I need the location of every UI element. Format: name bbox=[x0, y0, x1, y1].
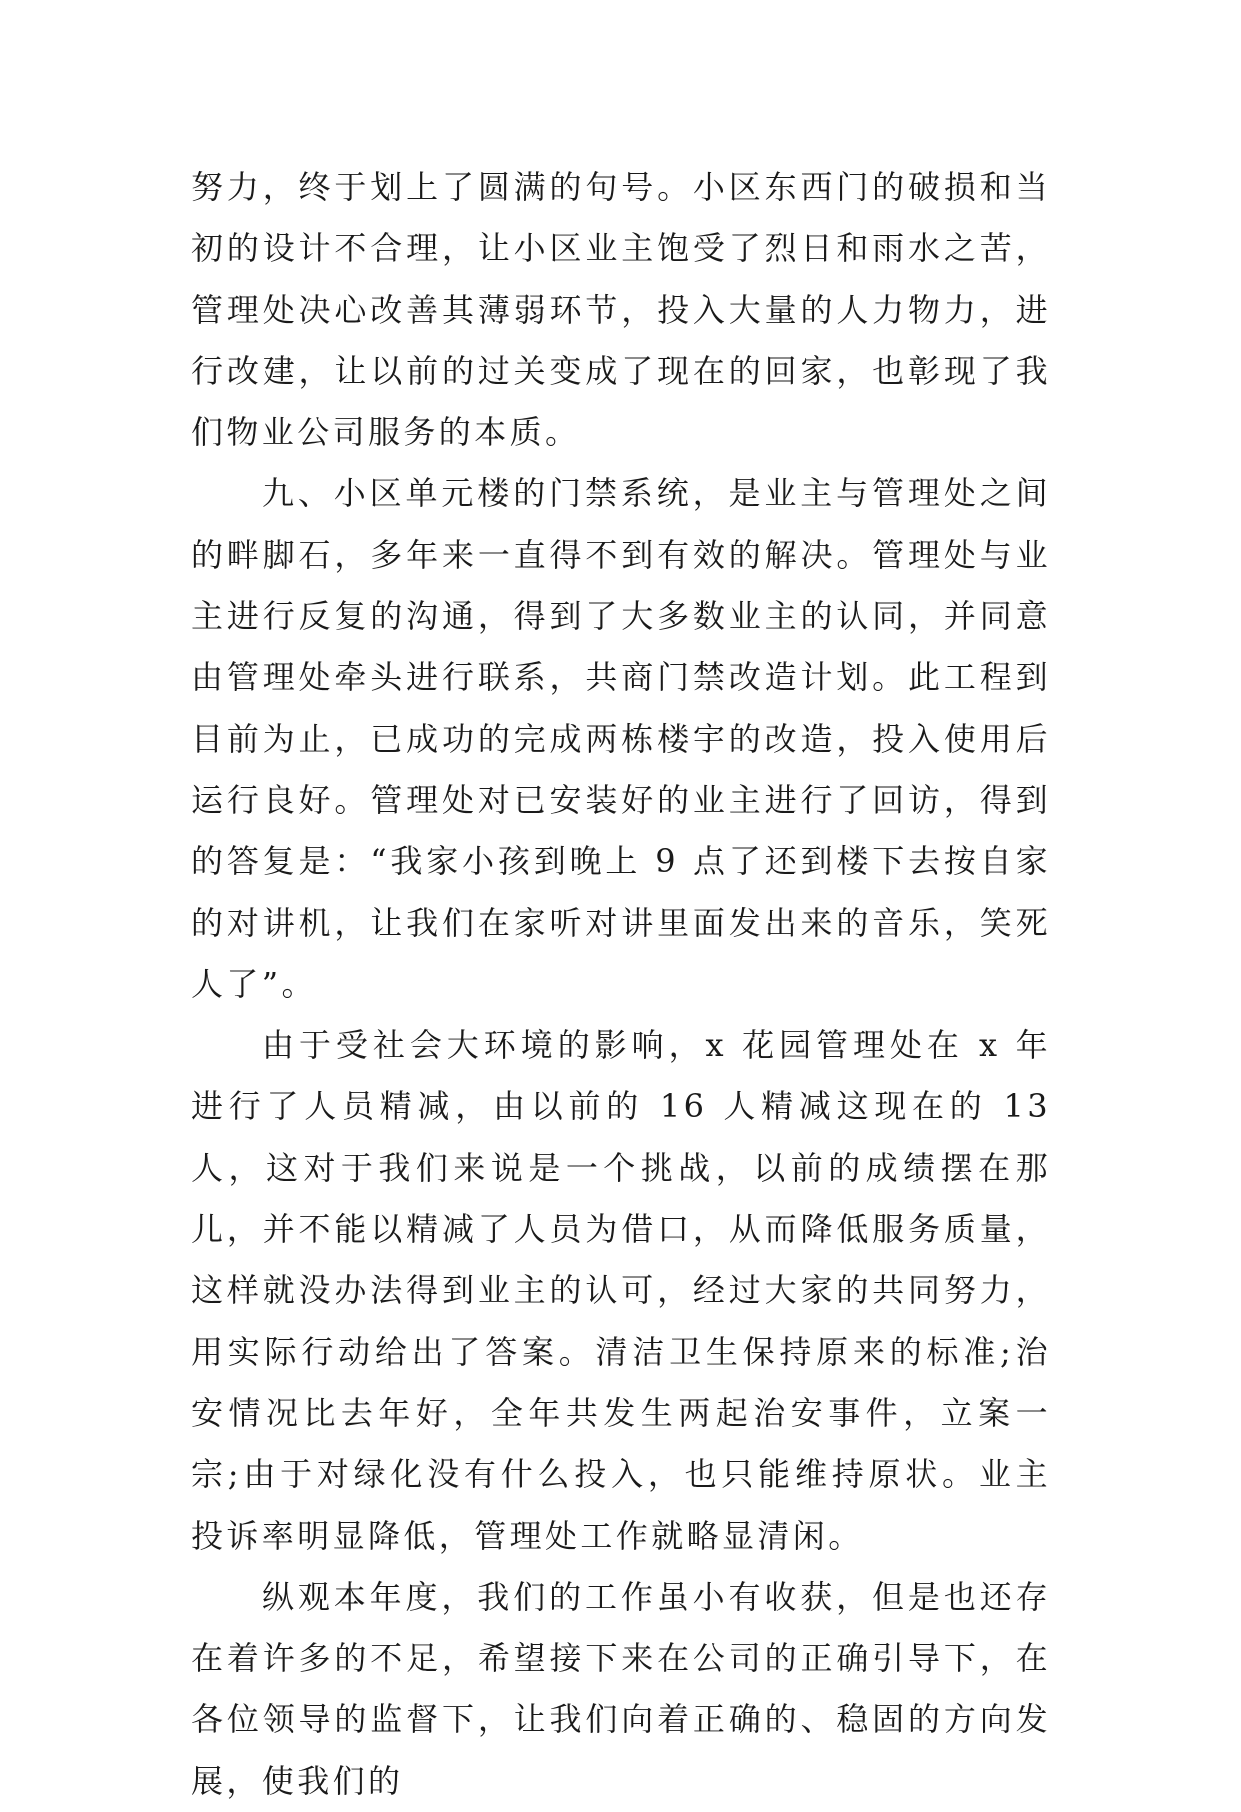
paragraph-staff-reduction: 由于受社会大环境的影响，x 花园管理处在 x 年进行了人员精减，由以前的 16 人精减这现在的 13 人，这对于我们来说是一个挑战，以前的成绩摆在那儿，并不能以精减了人员为借口，从而降低服务质量，这样就没办法得到业主的认可，经过大家的共同努力，用实际行动给出了答案。清洁卫生保持原来的标准;治安情况比去年好，全年共发生两起治安事件，立案一宗;由于对绿化没有什么投入，也只能维持原状。业主投诉率明显降低，管理处工作就略显清闲。 bbox=[191, 1026, 1051, 1555]
paragraph-continuation: 努力，终于划上了圆满的句号。小区东西门的破损和当初的设计不合理，让小区业主饱受了烈日和雨水之苦，管理处决心改善其薄弱环节，投入大量的人力物力，进行改建，让以前的过关变成了现在的回家，也彰现了我们物业公司服务的本质。 bbox=[191, 168, 1051, 452]
document-body bbox=[191, 157, 1051, 1812]
paragraph-annual-overview: 纵观本年度，我们的工作虽小有收获，但是也还存在着许多的不足，希望接下来在公司的正确引导下，在各位领导的监督下，让我们向着正确的、稳固的方向发展，使我们的 bbox=[191, 1577, 1051, 1800]
paragraph-door-access-system: 九、小区单元楼的门禁系统，是业主与管理处之间的畔脚石，多年来一直得不到有效的解决。管理处与业主进行反复的沟通，得到了大多数业主的认同，并同意由管理处牵头进行联系，共商门禁改造计划。此工程到目前为止，已成功的完成两栋楼宇的改造，投入使用后运行良好。管理处对已安装好的业主进行了回访，得到的答复是：“我家小孩到晚上 9 点了还到楼下去按自家的对讲机，让我们在家听对讲里面发出来的音乐，笑死人了”。 bbox=[191, 474, 1051, 1003]
